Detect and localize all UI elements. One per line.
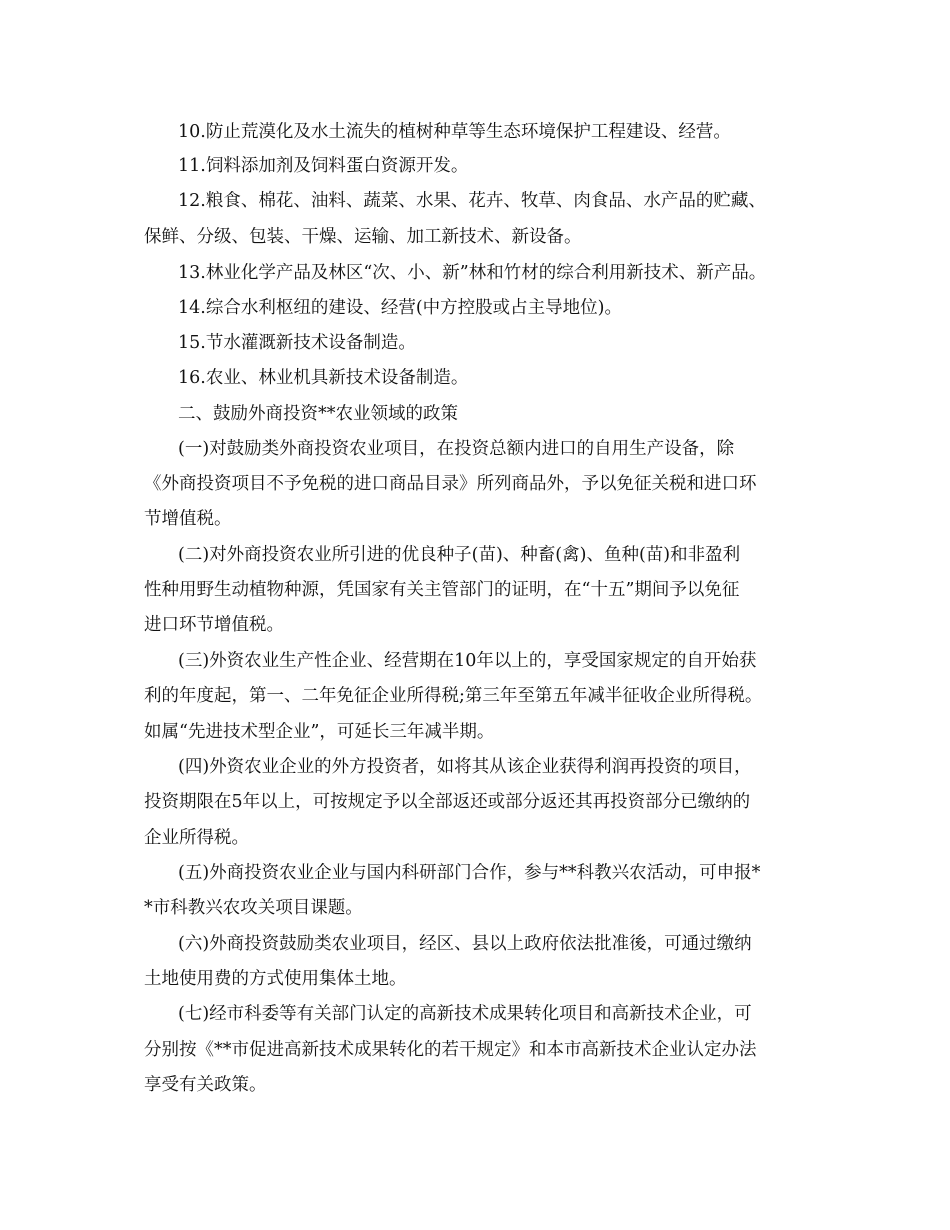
text-line: 分别按《**市促进高新技术成果转化的若干规定》和本市高新技术企业认定办法 <box>144 1040 757 1060</box>
text-line: 利的年度起，第一、二年免征企业所得税;第三年至第五年减半征收企业所得税。 <box>144 686 763 706</box>
text-line: 10.防止荒漠化及水土流失的植树种草等生态环境保护工程建设、经营。 <box>178 122 731 142</box>
text-line: 性种用野生动植物种源，凭国家有关主管部门的证明，在“十五”期间予以免征 <box>144 580 740 600</box>
text-line: (四)外资农业企业的外方投资者，如将其从该企业获得利润再投资的项目， <box>178 757 752 777</box>
text-line: 投资期限在5年以上，可按规定予以全部返还或部分返还其再投资部分已缴纳的 <box>144 792 751 812</box>
text-line: *市科教兴农攻关项目课题。 <box>144 898 363 918</box>
text-line: (七)经市科委等有关部门认定的高新技术成果转化项目和高新技术企业，可 <box>178 1004 752 1024</box>
text-line: 12.粮食、棉花、油料、蔬菜、水果、花卉、牧草、肉食品、水产品的贮藏、 <box>178 191 766 211</box>
text-line: 进口环节增值税。 <box>144 615 284 635</box>
text-line: 享受有关政策。 <box>144 1075 267 1095</box>
text-line: 13.林业化学产品及林区“次、小、新”林和竹材的综合利用新技术、新产品。 <box>178 263 767 283</box>
text-line: 如属“先进技术型企业”，可延长三年减半期。 <box>144 722 495 742</box>
text-line: 《外商投资项目不予免税的进口商品目录》所列商品外，予以免征关税和进口环 <box>144 474 757 494</box>
text-line: 14.综合水利枢纽的建设、经营(中方控股或占主导地位)。 <box>178 298 622 318</box>
text-line: (六)外商投资鼓励类农业项目，经区、县以上政府依法批准後，可通过缴纳 <box>178 934 752 954</box>
text-line: 11.饲料添加剂及饲料蛋白资源开发。 <box>178 156 469 176</box>
text-line: 15.节水灌溉新技术设备制造。 <box>178 333 416 353</box>
text-line: 企业所得税。 <box>144 828 249 848</box>
section-heading: 二、鼓励外商投资**农业领域的政策 <box>178 404 458 424</box>
text-line: (二)对外商投资农业所引进的优良种子(苗)、种畜(禽)、鱼种(苗)和非盈利 <box>178 545 741 565</box>
text-line: (一)对鼓励类外商投资农业项目，在投资总额内进口的自用生产设备，除 <box>178 439 735 459</box>
text-line: 16.农业、林业机具新技术设备制造。 <box>178 368 469 388</box>
text-line: 节增值税。 <box>144 509 232 529</box>
text-line: 土地使用费的方式使用集体土地。 <box>144 969 407 989</box>
text-line: (五)外商投资农业企业与国内科研部门合作，参与**科教兴农活动，可申报* <box>178 863 761 883</box>
text-line: (三)外资农业生产性企业、经营期在10年以上的，享受国家规定的自开始获 <box>178 651 757 671</box>
text-line: 保鲜、分级、包装、干燥、运输、加工新技术、新设备。 <box>144 227 582 247</box>
